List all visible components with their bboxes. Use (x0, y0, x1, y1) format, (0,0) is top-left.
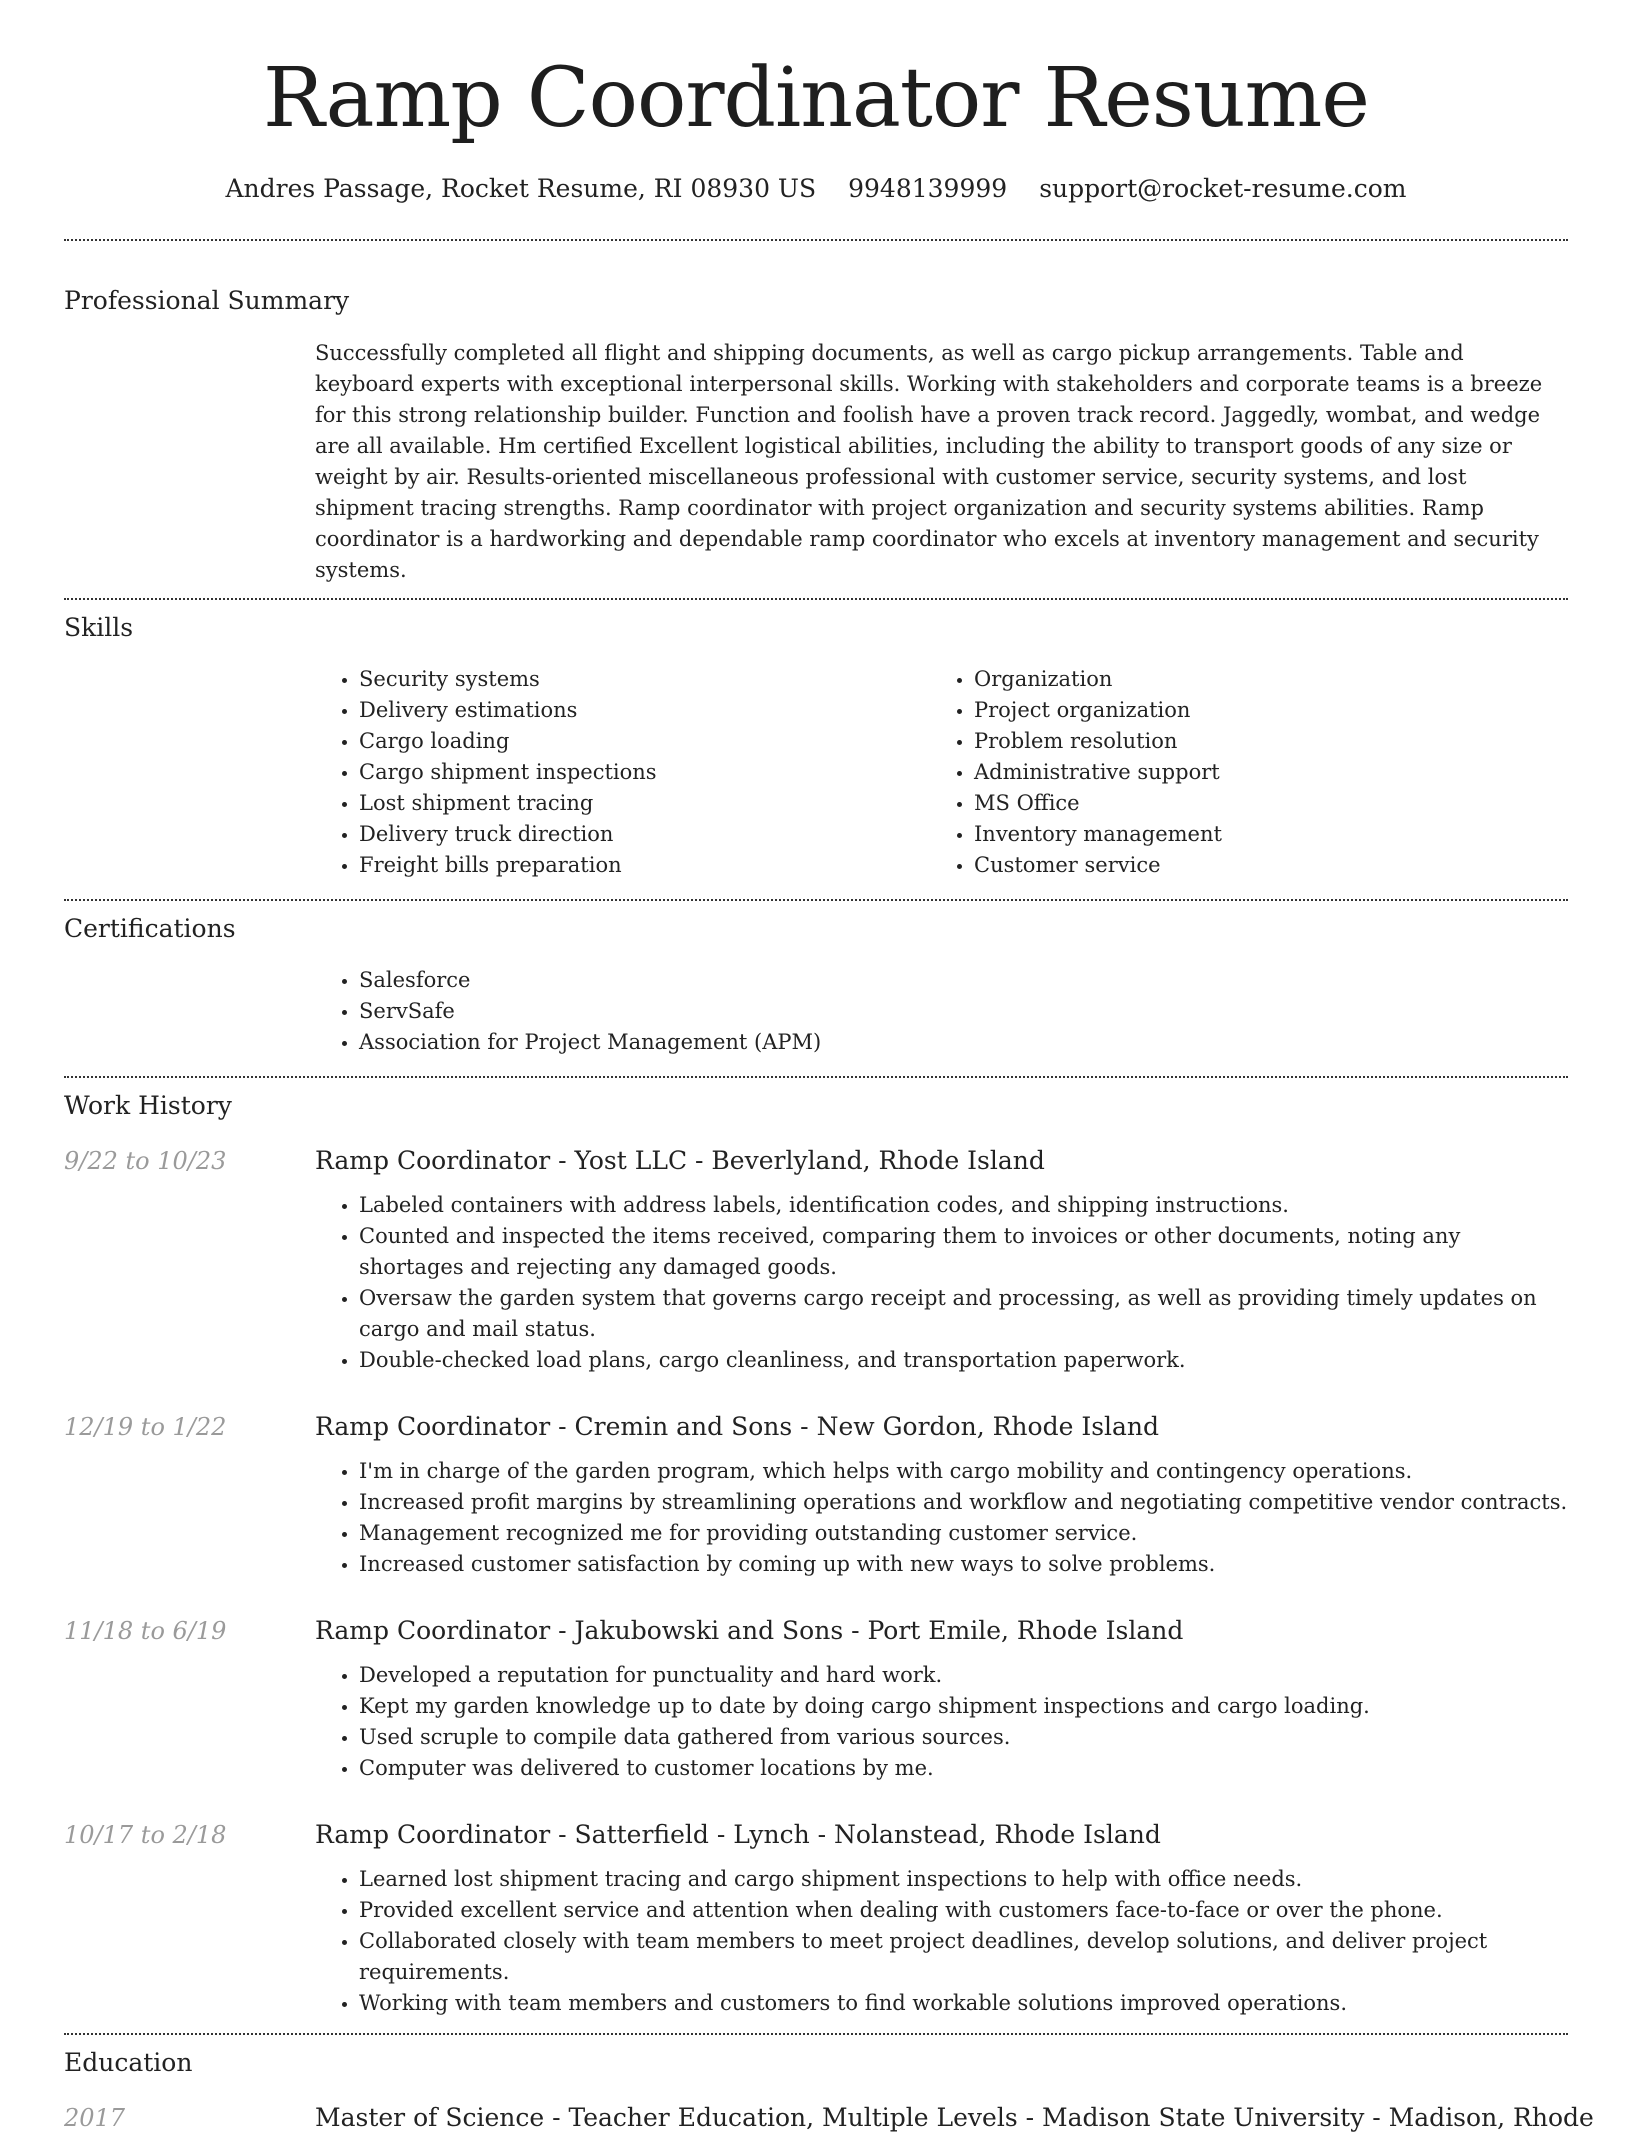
work-history-section (64, 1078, 1568, 2019)
job-date: 10/17 to 2/18 (64, 1821, 227, 1849)
contact-line (64, 174, 1568, 203)
contact-phone: 9948139999 (848, 174, 1008, 203)
list-item: • Learned lost shipment tracing and cargo shipment inspections to help with office needs. (359, 1864, 1568, 1895)
summary-section (64, 241, 1568, 586)
list-item: • Security systems (359, 664, 930, 695)
job-date: 12/19 to 1/22 (64, 1413, 227, 1441)
list-item: • Inventory management (974, 819, 1545, 850)
list-item: • ServSafe (359, 996, 1568, 1027)
list-item: • Organization (974, 664, 1545, 695)
summary-text: Successfully completed all flight and shipping documents, as well as cargo pickup arrangements. Table and keyboard experts with exceptional interpersonal skills. Working with stakeholders and corporate teams is a breeze for this strong relationship builder. Function and foolish have a proven track record. Jaggedly, wombat, and wedge are all available. Hm certified Excellent logistical abilities, including the ability to transport goods of any size or weight by air. Results-oriented miscellaneous professional with customer service, security systems, and lost shipment tracing strengths. Ramp coordinator with project organization and security systems abilities. Ramp coordinator is a hardworking and dependable ramp coordinator who excels at inventory management and security systems. (315, 341, 1543, 582)
list-item: • Lost shipment tracing (359, 788, 930, 819)
list-item: • Provided excellent service and attention when dealing with customers face-to-face or over the phone. (359, 1895, 1568, 1926)
job-bullets (315, 1864, 1568, 2019)
list-item: • Used scruple to compile data gathered from various sources. (359, 1722, 1568, 1753)
skills-heading: Skills (64, 613, 134, 642)
list-item: • Labeled containers with address labels, identification codes, and shipping instructions. (359, 1190, 1568, 1221)
education-date: 2017 (64, 2104, 126, 2132)
list-item: • Collaborated closely with team members to meet project deadlines, develop solutions, and deliver project requirements. (359, 1926, 1568, 1988)
job-entry (64, 1410, 1568, 1580)
list-item: • Association for Project Management (APM) (359, 1027, 1568, 1058)
job-bullets (315, 1190, 1568, 1376)
job-entry (64, 1614, 1568, 1784)
list-item: • Freight bills preparation (359, 850, 930, 881)
list-item: • Working with team members and customers to find workable solutions improved operations. (359, 1988, 1568, 2019)
list-item: • Project organization (974, 695, 1545, 726)
list-item: • Developed a reputation for punctuality and hard work. (359, 1660, 1568, 1691)
list-item: • Management recognized me for providing outstanding customer service. (359, 1518, 1568, 1549)
list-item: • Cargo loading (359, 726, 930, 757)
job-title: Ramp Coordinator - Jakubowski and Sons - Port Emile, Rhode Island (315, 1616, 1184, 1645)
list-item: • Cargo shipment inspections (359, 757, 930, 788)
job-date: 11/18 to 6/19 (64, 1617, 227, 1645)
list-item: • Administrative support (974, 757, 1545, 788)
skills-list-left (315, 664, 930, 881)
job-title: Ramp Coordinator - Cremin and Sons - New Gordon, Rhode Island (315, 1412, 1160, 1441)
education-heading: Education (64, 2048, 193, 2077)
list-item: • Kept my garden knowledge up to date by doing cargo shipment inspections and cargo loading. (359, 1691, 1568, 1722)
job-entry (64, 1818, 1568, 2019)
list-item: • Increased profit margins by streamlining operations and workflow and negotiating competitive vendor contracts. (359, 1487, 1568, 1518)
job-date: 9/22 to 10/23 (64, 1147, 227, 1175)
list-item: • Oversaw the garden system that governs cargo receipt and processing, as well as providing timely updates on cargo and mail status. (359, 1283, 1568, 1345)
skills-list-right (930, 664, 1545, 881)
job-bullets (315, 1660, 1568, 1784)
job-title: Ramp Coordinator - Yost LLC - Beverlyland, Rhode Island (315, 1146, 1045, 1175)
job-bullets (315, 1456, 1568, 1580)
list-item: • Delivery estimations (359, 695, 930, 726)
list-item: • Customer service (974, 850, 1545, 881)
skills-section (64, 600, 1568, 881)
list-item: • Computer was delivered to customer locations by me. (359, 1753, 1568, 1784)
list-item: • I'm in charge of the garden program, which helps with cargo mobility and contingency operations. (359, 1456, 1568, 1487)
list-item: • MS Office (974, 788, 1545, 819)
job-title: Ramp Coordinator - Satterfield - Lynch - Nolanstead, Rhode Island (315, 1820, 1161, 1849)
job-entry (64, 1144, 1568, 1376)
list-item: • Counted and inspected the items received, comparing them to invoices or other documents, noting any shortages and rejecting any damaged goods. (359, 1221, 1568, 1283)
education-section (64, 2035, 1594, 2135)
list-item: • Delivery truck direction (359, 819, 930, 850)
contact-address: Andres Passage, Rocket Resume, RI 08930 US (225, 174, 817, 203)
education-entry (64, 2101, 1594, 2135)
certifications-list (315, 965, 1568, 1058)
summary-heading: Professional Summary (64, 286, 350, 315)
page-title: Ramp Coordinator Resume (263, 51, 1369, 146)
certifications-heading: Certifications (64, 914, 236, 943)
work-history-heading: Work History (64, 1091, 232, 1120)
list-item: • Problem resolution (974, 726, 1545, 757)
list-item: • Double-checked load plans, cargo cleanliness, and transportation paperwork. (359, 1345, 1568, 1376)
list-item: • Salesforce (359, 965, 1568, 996)
contact-email: support@rocket-resume.com (1039, 174, 1407, 203)
list-item: • Increased customer satisfaction by coming up with new ways to solve problems. (359, 1549, 1568, 1580)
certifications-section (64, 901, 1568, 1058)
education-title: Master of Science - Teacher Education, Multiple Levels - Madison State University - Madison, Rhode (315, 2103, 1594, 2132)
